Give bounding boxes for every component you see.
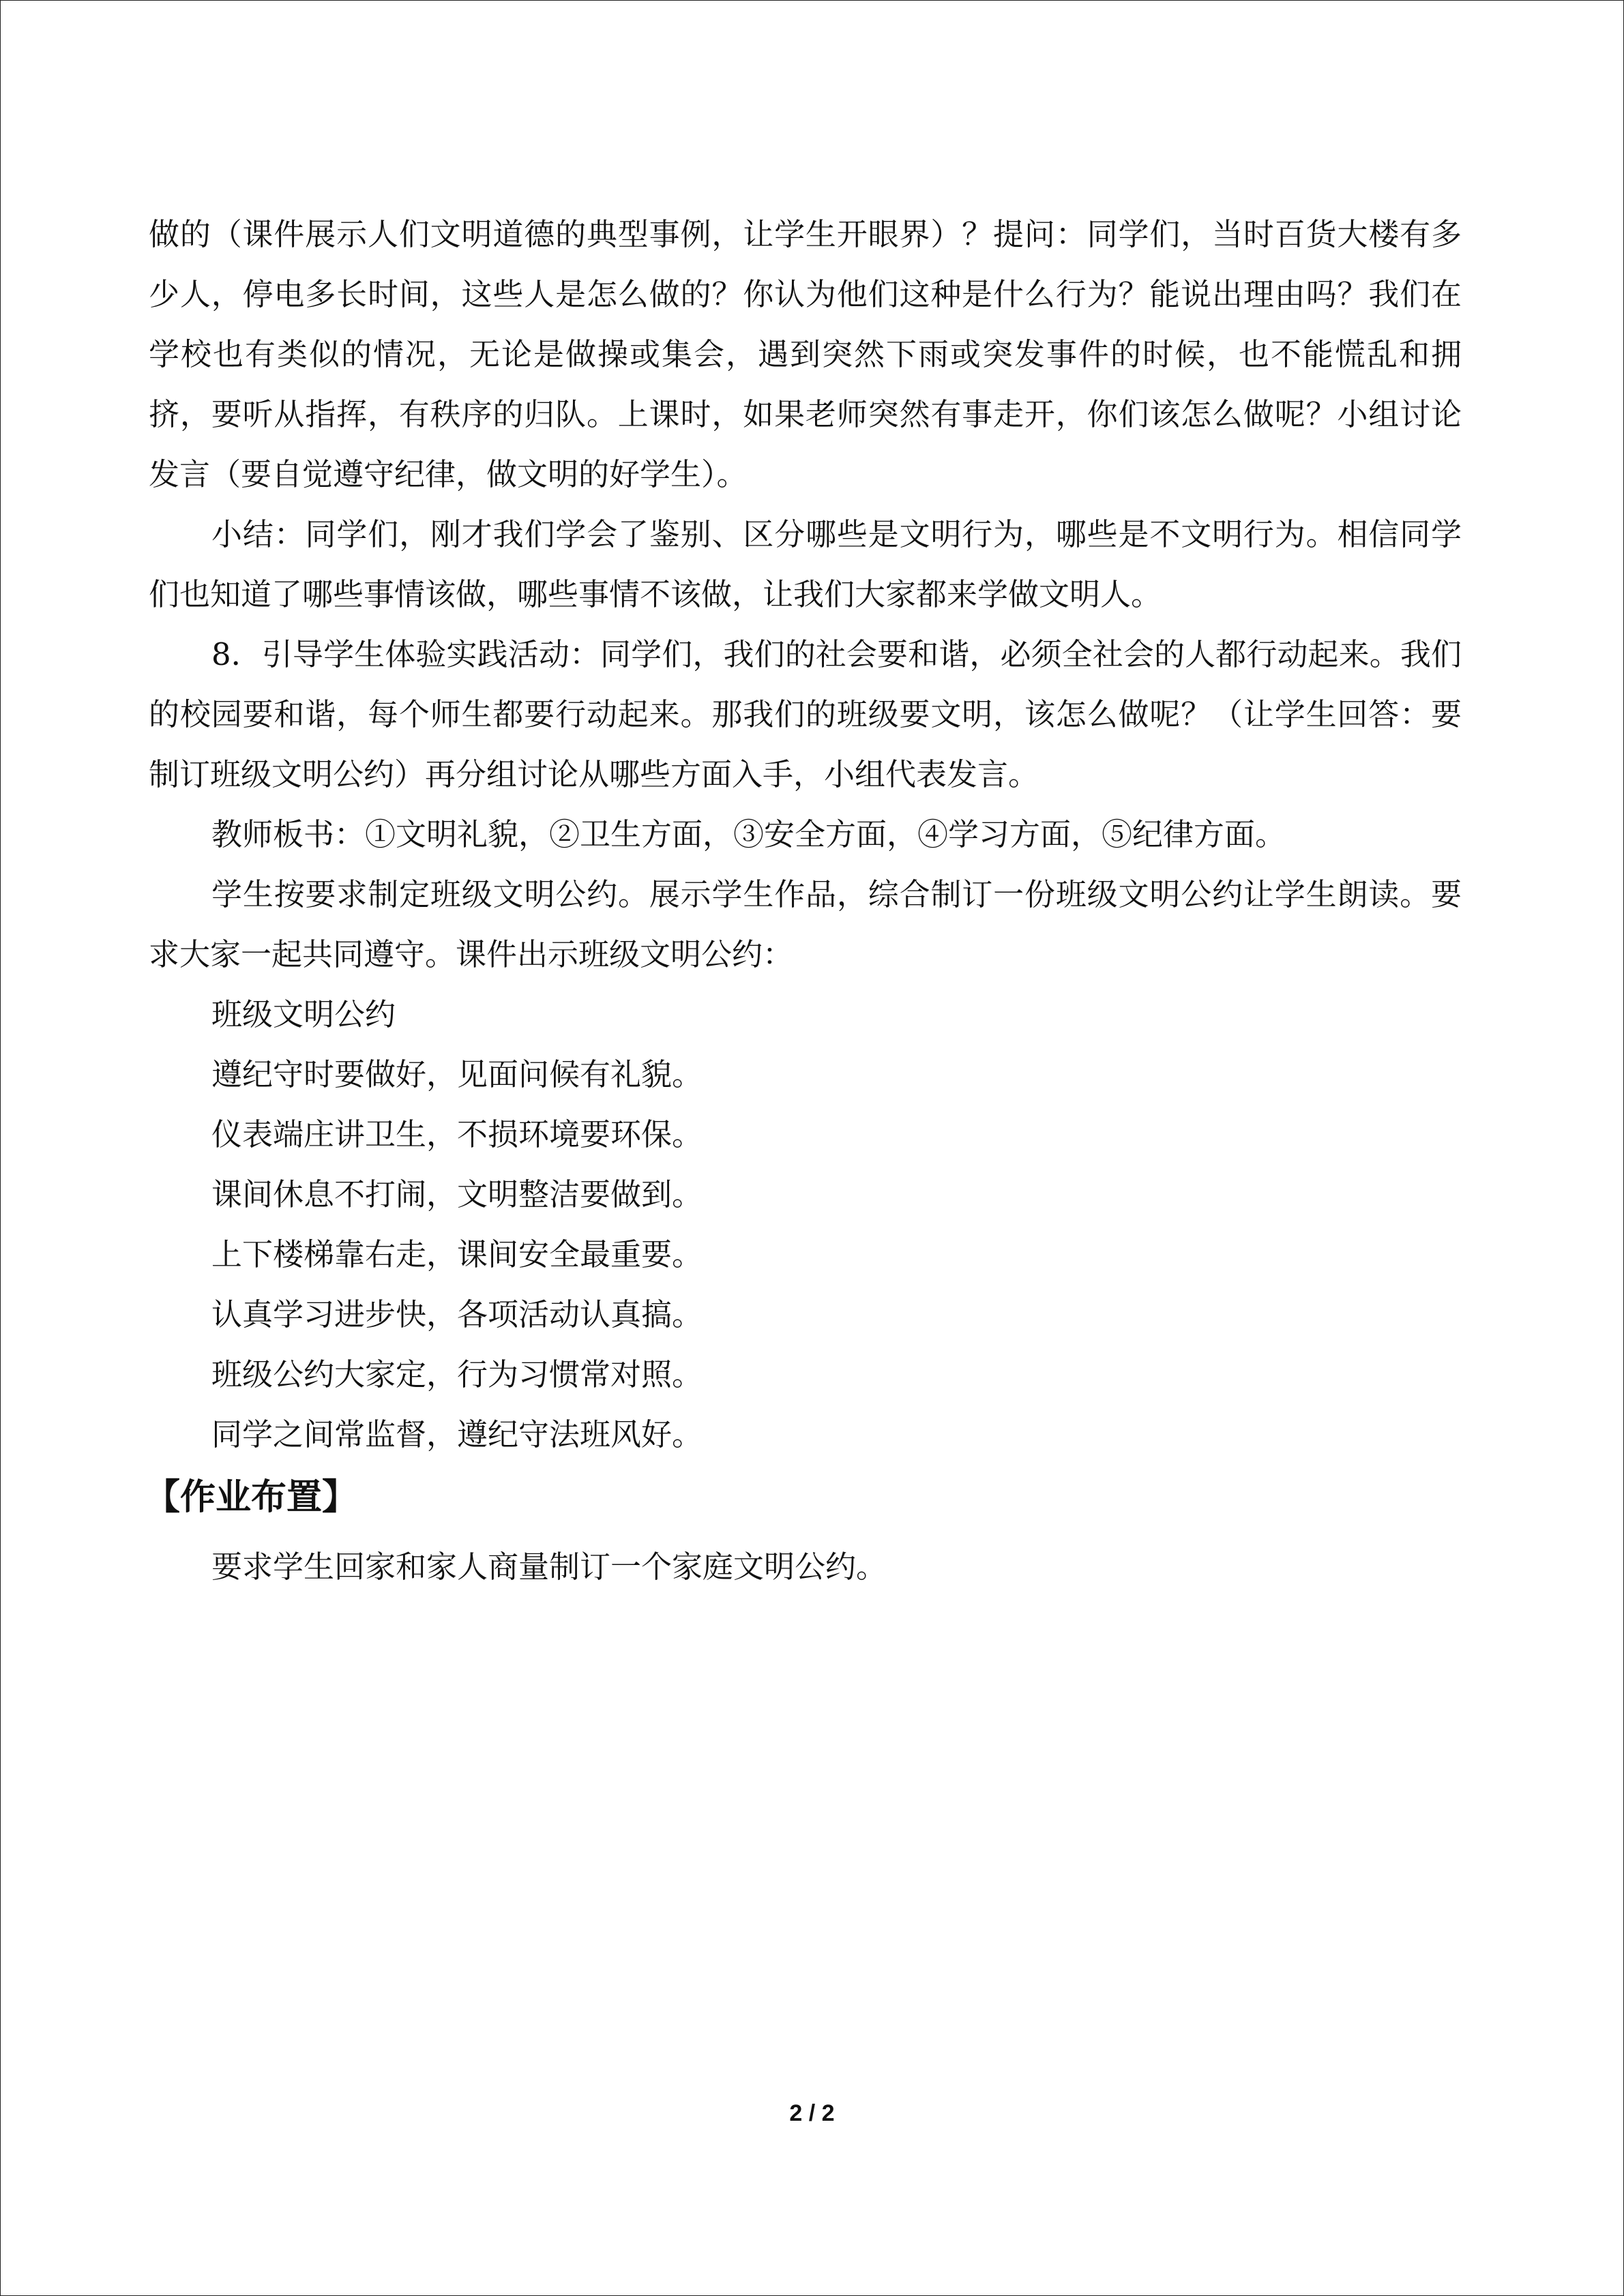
homework-heading: 【作业布置】 xyxy=(145,1477,358,1518)
page-number: 2 / 2 xyxy=(789,2100,835,2126)
paragraph-convention-intro: 学生按要求制定班级文明公约。展示学生作品，综合制订一份班级文明公约让学生朗读。要求大家一起共同遵守。课件出示班级文明公约： xyxy=(149,876,1462,972)
document-body xyxy=(145,205,1462,1597)
convention-line: 遵纪守时要做好，见面问候有礼貌。 xyxy=(211,1056,703,1092)
paragraph-summary: 小结：同学们，刚才我们学会了鉴别、区分哪些是文明行为，哪些是不文明行为。相信同学们也知道了哪些事情该做，哪些事情不该做，让我们大家都来学做文明人。 xyxy=(149,516,1462,612)
homework-text: 要求学生回家和家人商量制订一个家庭文明公约。 xyxy=(211,1549,887,1585)
convention-title: 班级文明公约 xyxy=(211,996,396,1032)
convention-line: 上下楼梯靠右走，课间安全最重要。 xyxy=(211,1236,703,1272)
paragraph-intro: 做的（课件展示人们文明道德的典型事例，让学生开眼界）？提问：同学们，当时百货大楼有多少人，停电多长时间，这些人是怎么做的？你认为他们这种是什么行为？能说出理由吗？我们在学校也有类似的情况，无论是做操或集会，遇到突然下雨或突发事件的时候，也不能慌乱和拥挤，要听从指挥，有秩序的归队。上课时，如果老师突然有事走开，你们该怎么做呢？小组讨论发言（要自觉遵守纪律，做文明的好学生）。 xyxy=(149,216,1462,492)
convention-line: 课间休息不打闹，文明整洁要做到。 xyxy=(211,1176,703,1212)
paragraph-board-notes: 教师板书：①文明礼貌，②卫生方面，③安全方面，④学习方面，⑤纪律方面。 xyxy=(211,816,1286,852)
convention-line: 认真学习进步快，各项活动认真搞。 xyxy=(211,1296,703,1332)
class-convention xyxy=(149,985,1462,1465)
convention-line: 同学之间常监督，遵纪守法班风好。 xyxy=(211,1416,703,1452)
convention-line: 仪表端庄讲卫生，不损环境要环保。 xyxy=(211,1116,703,1152)
convention-line: 班级公约大家定，行为习惯常对照。 xyxy=(211,1356,703,1392)
paragraph-activity: 8．引导学生体验实践活动：同学们，我们的社会要和谐，必须全社会的人都行动起来。我们的校园要和谐，每个师生都要行动起来。那我们的班级要文明，该怎么做呢？（让学生回答：要制订班级文明公约）再分组讨论从哪些方面入手，小组代表发言。 xyxy=(149,636,1462,792)
